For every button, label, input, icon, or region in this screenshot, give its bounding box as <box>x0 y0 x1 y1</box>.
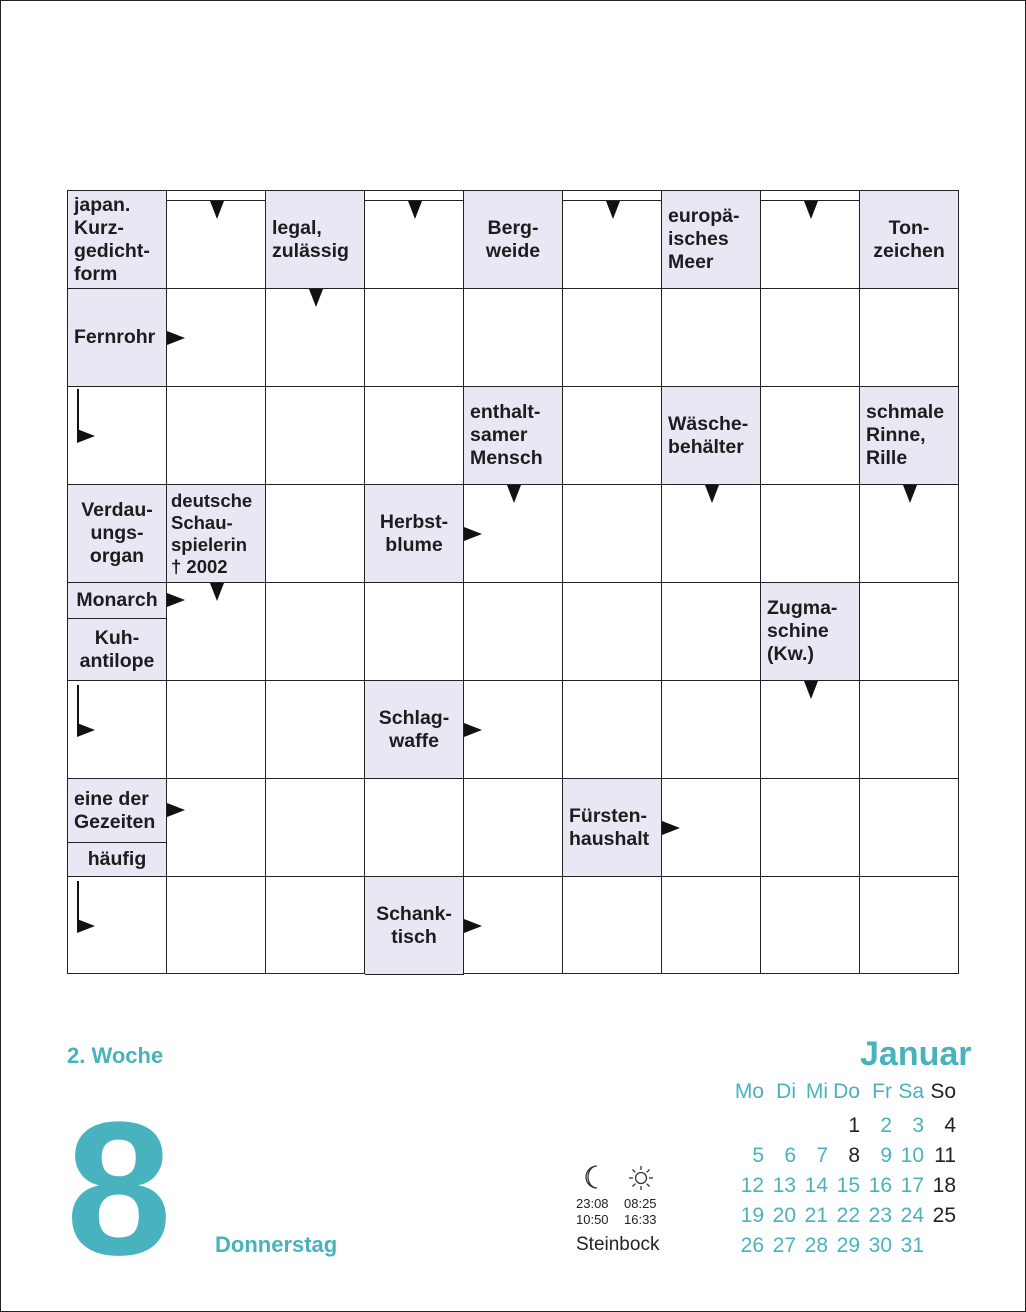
clue-bergweide <box>464 191 563 289</box>
sunset-time: 16:33 <box>624 1212 657 1227</box>
grid-cell[interactable] <box>563 877 662 974</box>
clue-line: enthalt- <box>470 401 541 423</box>
clue-line: samer <box>470 424 528 446</box>
arrow-right-icon <box>464 723 482 737</box>
arrow-stem <box>77 389 79 437</box>
clue-line: ungs- <box>90 522 144 544</box>
calendar-weekday: Do <box>833 1080 860 1103</box>
clue-line: Fernrohr <box>74 326 156 348</box>
calendar-day[interactable]: 20 <box>772 1204 796 1227</box>
arrow-right-icon <box>77 919 95 933</box>
grid-cell[interactable] <box>266 681 365 779</box>
moonset-time: 10:50 <box>576 1212 609 1227</box>
clue-line: weide <box>485 239 541 262</box>
clue-line: (Kw.) <box>767 643 814 665</box>
calendar-day[interactable]: 10 <box>900 1144 924 1167</box>
arrow-stem <box>77 685 79 733</box>
clue-schmale-rinne <box>860 387 958 485</box>
grid-cell[interactable] <box>167 877 266 974</box>
grid-cell[interactable] <box>266 779 365 877</box>
calendar-day[interactable]: 9 <box>880 1144 892 1167</box>
clue-waeschebehaelter <box>662 387 761 485</box>
calendar-day[interactable]: 3 <box>912 1114 924 1137</box>
clue-kuhantilope <box>68 619 167 681</box>
clue-line: Meer <box>668 251 714 273</box>
grid-cell[interactable] <box>563 485 662 583</box>
clue-line: Wäsche- <box>668 412 749 435</box>
arrow-down-icon <box>210 583 224 601</box>
grid-cell[interactable] <box>563 681 662 779</box>
clue-line: haushalt <box>569 827 650 850</box>
grid-cell[interactable] <box>563 387 662 485</box>
arrow-stem <box>77 881 79 929</box>
calendar-day[interactable]: 12 <box>740 1174 764 1197</box>
grid-cell[interactable] <box>662 289 761 387</box>
clue-line: Schank- <box>376 902 452 925</box>
clue-line: schine <box>767 620 829 642</box>
calendar-day[interactable]: 2 <box>880 1114 892 1137</box>
clue-schauspielerin <box>167 485 266 583</box>
calendar-weekday: So <box>930 1080 956 1103</box>
arrow-down-icon <box>507 485 521 503</box>
clue-line: form <box>74 262 118 285</box>
arrow-right-icon <box>167 331 185 345</box>
grid-cell[interactable] <box>761 485 860 583</box>
clue-line: organ <box>89 545 145 567</box>
grid-cell[interactable] <box>662 583 761 681</box>
clue-enthaltsamer-mensch <box>464 387 563 485</box>
grid-cell[interactable] <box>662 681 761 779</box>
clue-line: häufig <box>87 848 147 870</box>
clue-fuerstenhaushalt <box>563 779 662 877</box>
clue-line: Berg- <box>487 216 539 239</box>
clue-schanktisch <box>365 877 464 975</box>
grid-cell[interactable] <box>761 779 860 877</box>
clue-line: eine der <box>74 787 149 810</box>
calendar-day[interactable]: 31 <box>900 1234 924 1257</box>
calendar-day[interactable]: 5 <box>752 1144 764 1167</box>
arrow-right-icon <box>662 821 680 835</box>
arrow-right-icon <box>464 527 482 541</box>
arrow-down-icon <box>309 289 323 307</box>
grid-cell[interactable] <box>860 877 958 974</box>
clue-zugmaschine <box>761 583 860 681</box>
arrow-down-icon <box>903 485 917 503</box>
calendar-day[interactable]: 15 <box>836 1174 860 1197</box>
calendar-day[interactable]: 22 <box>836 1204 860 1227</box>
calendar-day[interactable]: 17 <box>900 1174 924 1197</box>
calendar-day[interactable]: 6 <box>784 1144 796 1167</box>
clue-line: Schlag- <box>378 706 450 729</box>
clue-schlagwaffe <box>365 681 464 779</box>
clue-line: zulässig <box>272 239 349 262</box>
arrow-right-icon <box>167 803 185 817</box>
grid-cell[interactable] <box>167 387 266 485</box>
arrow-right-icon <box>77 429 95 443</box>
grid-cell[interactable] <box>563 583 662 681</box>
grid-cell[interactable] <box>365 289 464 387</box>
calendar-day[interactable]: 13 <box>772 1174 796 1197</box>
calendar-day[interactable]: 24 <box>900 1204 924 1227</box>
clue-line: Kuh- <box>94 626 140 649</box>
arrow-down-icon <box>705 485 719 503</box>
sun-icon <box>628 1165 654 1194</box>
calendar-day[interactable]: 16 <box>868 1174 892 1197</box>
grid-cell[interactable] <box>266 485 365 583</box>
calendar-day[interactable]: 11 <box>934 1144 956 1167</box>
calendar-day[interactable]: 1 <box>848 1114 860 1137</box>
calendar-day[interactable]: 26 <box>740 1234 764 1257</box>
calendar-weekday: Sa <box>898 1080 924 1103</box>
clue-line: † 2002 <box>171 555 228 577</box>
clue-line: tisch <box>391 925 437 948</box>
clue-verdauungsorgan <box>68 485 167 583</box>
grid-cell[interactable] <box>464 583 563 681</box>
clue-line: Fürsten- <box>569 804 647 827</box>
clue-line: gedicht- <box>74 239 150 262</box>
clue-line: japan. <box>74 193 131 216</box>
arrow-down-icon <box>210 201 224 219</box>
clue-herbstblume <box>365 485 464 583</box>
crossword-grid <box>67 190 959 974</box>
calendar-day[interactable]: 27 <box>772 1234 796 1257</box>
zodiac-sign: Steinbock <box>576 1234 660 1255</box>
grid-cell[interactable] <box>266 583 365 681</box>
clue-line: Verdau- <box>81 499 153 521</box>
calendar-weekday: Mi <box>805 1080 828 1103</box>
grid-cell[interactable] <box>464 289 563 387</box>
grid-cell[interactable] <box>662 877 761 974</box>
clue-line: legal, <box>272 216 322 239</box>
grid-cell[interactable] <box>266 387 365 485</box>
clue-monarch <box>68 583 167 619</box>
grid-cell[interactable] <box>167 779 266 877</box>
grid-cell[interactable] <box>761 289 860 387</box>
clue-tonzeichen <box>860 191 958 289</box>
grid-cell[interactable] <box>563 289 662 387</box>
calendar-day[interactable]: 4 <box>944 1114 956 1137</box>
grid-cell[interactable] <box>761 877 860 974</box>
clue-line: blume <box>385 533 443 556</box>
calendar-day[interactable]: 25 <box>932 1204 956 1227</box>
clue-line: schmale <box>866 401 945 423</box>
grid-cell[interactable] <box>365 387 464 485</box>
calendar-weekday: Mo <box>734 1080 764 1103</box>
clue-line: behälter <box>668 435 744 458</box>
calendar-day[interactable]: 7 <box>816 1144 828 1167</box>
calendar-day[interactable]: 21 <box>804 1204 828 1227</box>
weekday-label: Donnerstag <box>215 1232 338 1257</box>
day-number: 8 <box>66 1083 172 1295</box>
grid-cell[interactable] <box>464 779 563 877</box>
clue-line: Gezeiten <box>74 810 156 833</box>
clue-line: Herbst- <box>379 510 449 533</box>
arrow-right-icon <box>77 723 95 737</box>
arrow-down-icon <box>408 201 422 219</box>
calendar-month: Januar <box>860 1035 972 1073</box>
clue-line: Rinne, <box>866 424 926 446</box>
moonrise-time: 23:08 <box>576 1196 609 1211</box>
grid-cell[interactable] <box>860 289 958 387</box>
crescent-moon-icon <box>582 1164 604 1193</box>
clue-legal <box>266 191 365 289</box>
arrow-down-icon <box>606 201 620 219</box>
clue-line: Ton- <box>888 216 930 239</box>
calendar-day[interactable]: 14 <box>804 1174 828 1197</box>
calendar-weekday: Di <box>776 1080 796 1103</box>
clue-line: Rille <box>866 447 908 469</box>
clue-europaeisches-meer <box>662 191 761 289</box>
calendar-day[interactable]: 23 <box>868 1204 892 1227</box>
grid-cell[interactable] <box>860 779 958 877</box>
clue-line: Kurz- <box>74 216 124 239</box>
calendar-day[interactable]: 8 <box>848 1144 860 1167</box>
clue-line: deutsche <box>171 489 253 511</box>
clue-haeufig <box>68 843 167 877</box>
arrow-down-icon <box>804 681 818 699</box>
calendar-day[interactable]: 19 <box>740 1204 764 1227</box>
grid-cell[interactable] <box>860 583 958 681</box>
clue-line: waffe <box>389 729 439 752</box>
arrow-down-icon <box>804 201 818 219</box>
grid-cell[interactable] <box>365 583 464 681</box>
clue-line: isches <box>668 228 729 250</box>
arrow-right-icon <box>464 919 482 933</box>
grid-cell[interactable] <box>167 681 266 779</box>
calendar-weekday: Fr <box>872 1080 892 1103</box>
grid-cell[interactable] <box>860 681 958 779</box>
clue-line: Mensch <box>470 447 543 469</box>
clue-eine-der-gezeiten <box>68 779 167 843</box>
clue-haiku <box>68 191 167 289</box>
calendar-day[interactable]: 28 <box>804 1234 828 1257</box>
grid-cell[interactable] <box>365 779 464 877</box>
clue-line: Monarch <box>76 589 158 611</box>
clue-line: Schau- <box>171 511 233 533</box>
clue-line: spielerin <box>171 533 248 555</box>
grid-cell[interactable] <box>266 877 365 974</box>
clue-fernrohr <box>68 289 167 387</box>
clue-line: antilope <box>79 649 155 672</box>
sunrise-time: 08:25 <box>624 1196 657 1211</box>
arrow-right-icon <box>167 593 185 607</box>
calendar-day[interactable]: 30 <box>868 1234 892 1257</box>
clue-line: europä- <box>668 205 740 227</box>
calendar-day[interactable]: 18 <box>932 1174 956 1197</box>
calendar-day[interactable]: 29 <box>836 1234 860 1257</box>
clue-line: Zugma- <box>767 597 838 619</box>
clue-line: zeichen <box>873 239 945 262</box>
week-label: 2. Woche <box>67 1043 164 1068</box>
grid-cell[interactable] <box>761 387 860 485</box>
